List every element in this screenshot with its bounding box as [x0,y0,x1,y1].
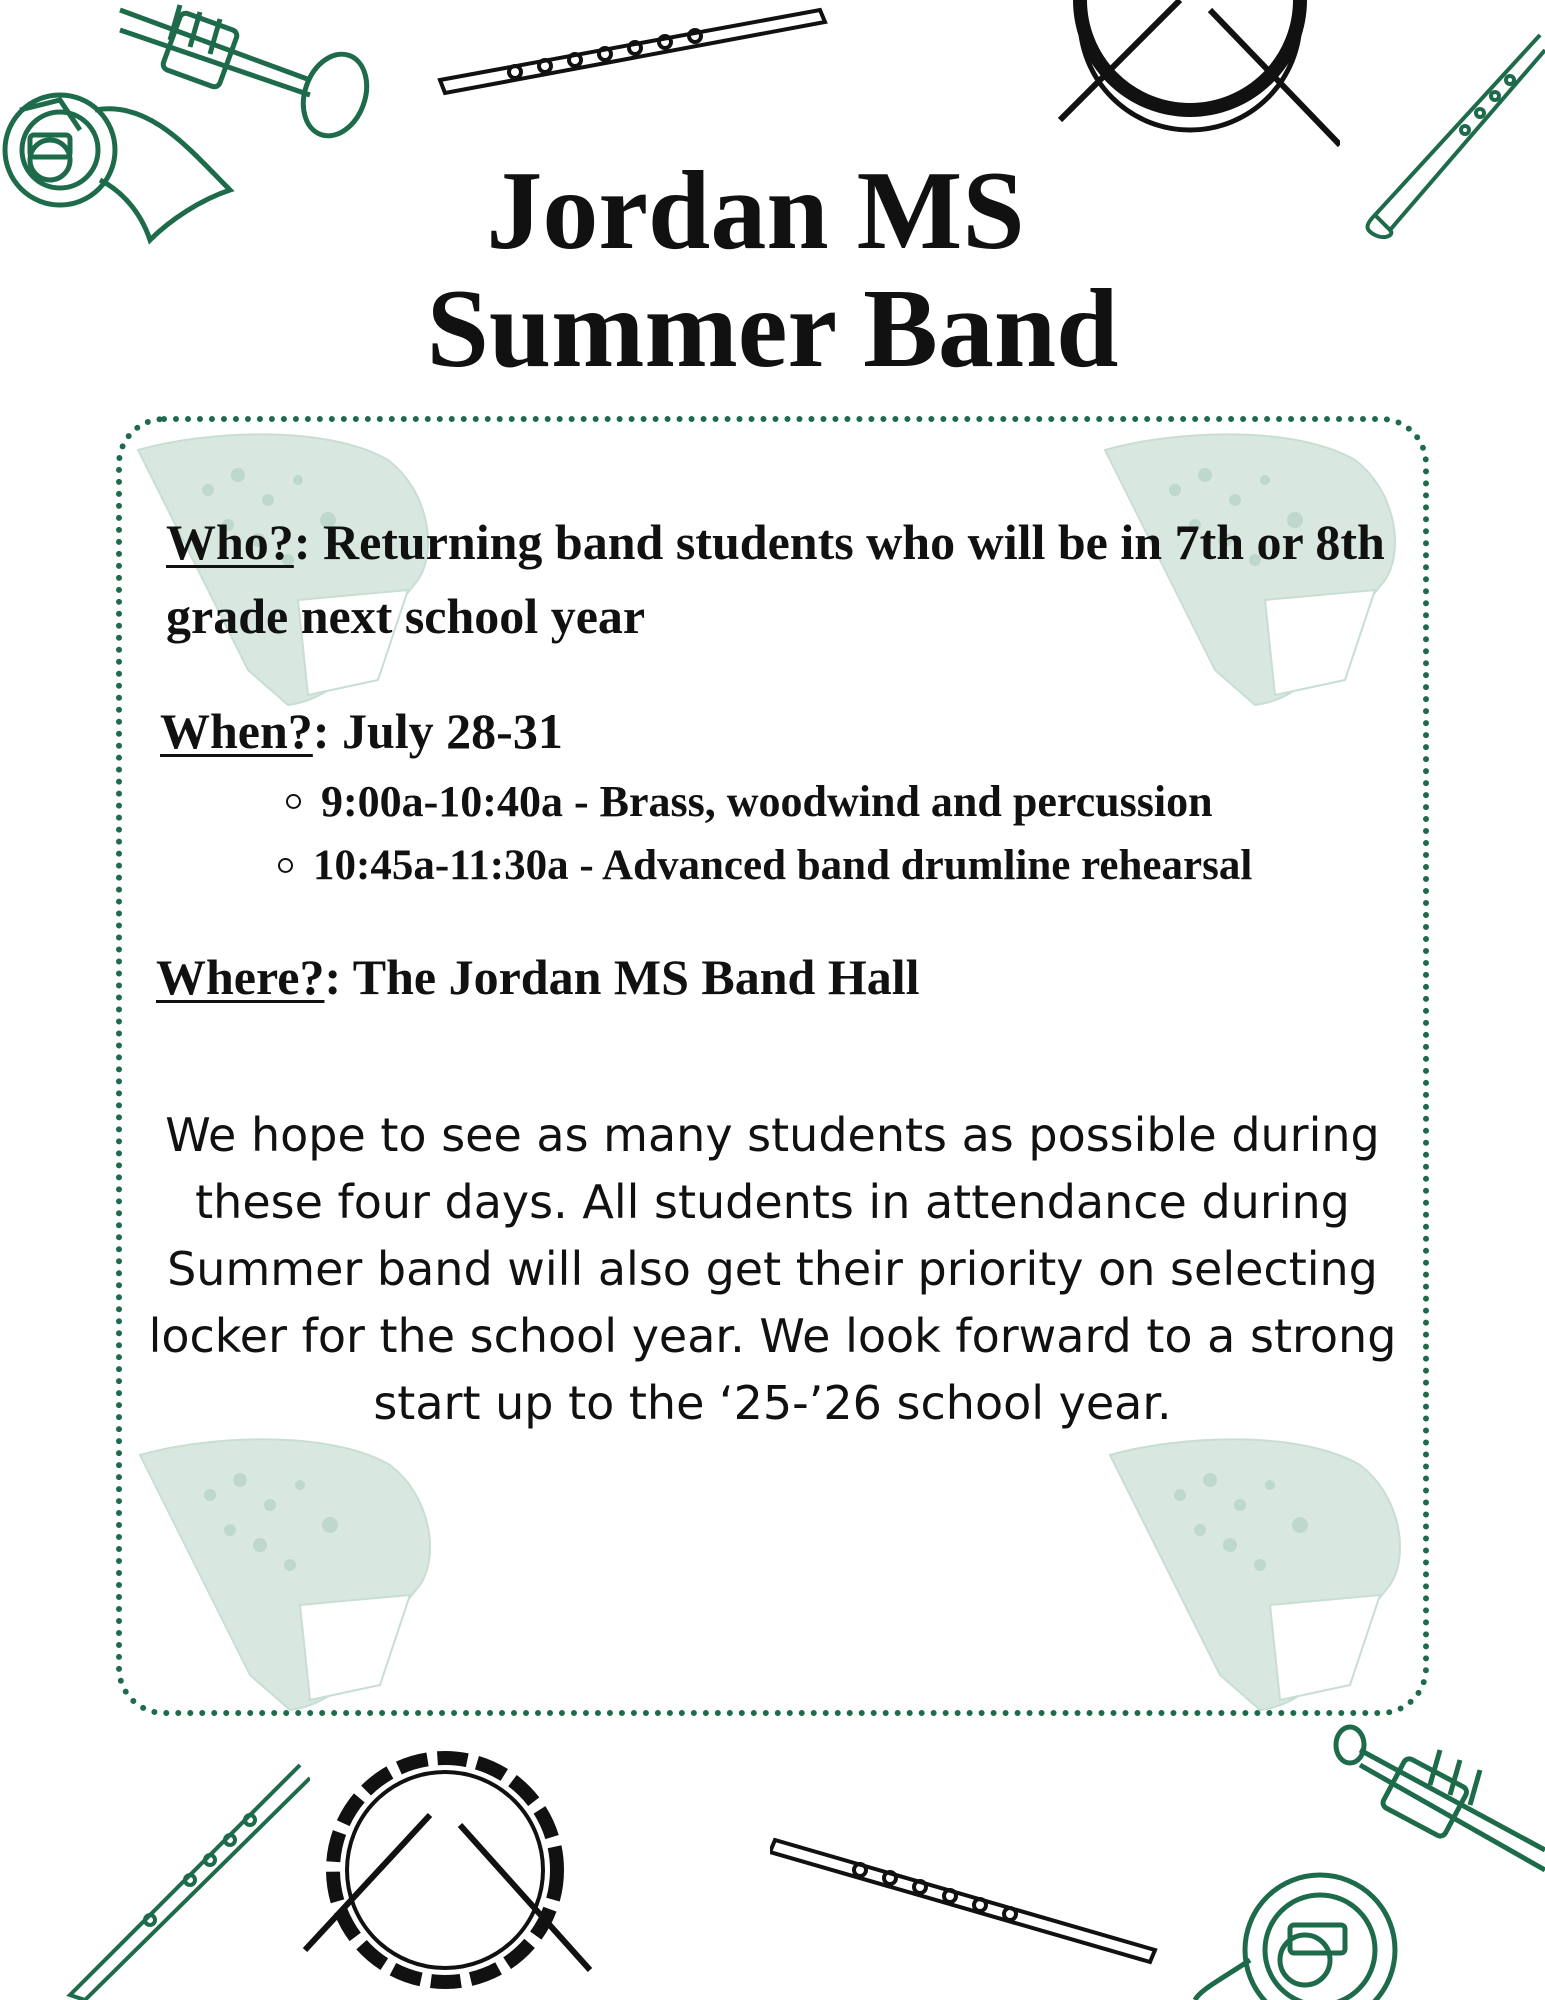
jaguar-mascot-icon [1100,1435,1420,1715]
schedule-item [286,772,1213,832]
clarinet-icon [40,1760,310,2000]
title-line-1: Jordan MS [486,149,1025,273]
where-label: Where? [156,949,325,1005]
drum-icon [300,1740,600,2000]
french-horn-icon [1190,1840,1450,2000]
bullet-icon [286,794,301,809]
schedule-item-text: 10:45a-11:30a - Advanced band drumline rehearsal [313,842,1253,889]
who-section [166,505,1396,653]
flute-icon [435,0,830,100]
title-line-2: Summer Band [426,267,1119,391]
page-title [0,149,1545,391]
schedule-item-text: 9:00a-10:40a - Brass, woodwind and percussion [321,777,1213,826]
schedule-item [278,836,1252,896]
where-text: : The Jordan MS Band Hall [324,949,920,1005]
drum-icon [1040,0,1340,160]
flute-icon [770,1830,1160,1970]
where-section [156,940,1356,1014]
when-section [160,694,1360,768]
who-label: Who? [166,514,294,570]
message-paragraph: We hope to see as many students as possible during these four days. All students in attendance during Summer band will also get their priority on selecting locker for the school year. We look forward to a strong start up to the ‘25-’26 school year. [148,1108,1397,1430]
when-label: When? [160,703,313,759]
who-text: : Returning band students who will be in 7th or 8th grade next school year [166,514,1385,644]
trumpet-icon [110,0,380,140]
when-text: : July 28-31 [312,703,563,759]
jaguar-mascot-icon [130,1435,450,1715]
bullet-icon [278,858,293,873]
